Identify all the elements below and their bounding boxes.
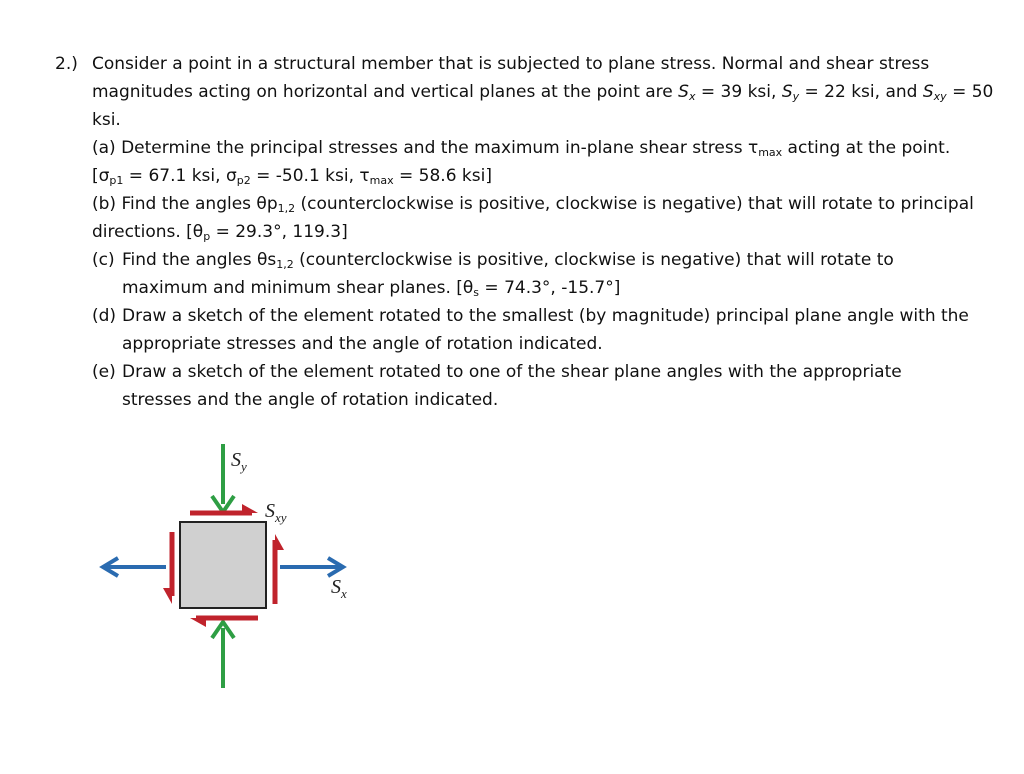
- stress-element-square: [180, 522, 266, 608]
- problem-intro-1: Consider a point in a structural member that is subjected to plane stress. Normal and shear stress: [92, 54, 930, 74]
- ans-sub-p2: p2: [236, 174, 251, 187]
- part-c-answer-values: = 74.3°, -15.7°]: [479, 278, 621, 298]
- part-e-line-2: stresses and the angle of rotation indicated.: [122, 390, 499, 410]
- part-b-subscript: 1,2: [277, 202, 296, 215]
- sx-symbol: S: [678, 82, 689, 102]
- sxy-value: = 50: [946, 82, 994, 102]
- part-e-text: Draw a sketch of the element rotated to one of the shear plane angles with the appropriate: [122, 362, 902, 382]
- part-c-answer-subscript: s: [473, 286, 480, 299]
- part-c-label: (c): [92, 250, 115, 270]
- part-d-label: (d): [92, 306, 117, 326]
- part-c-text-end: (counterclockwise is positive, clockwise is negative) that will rotate to: [293, 250, 894, 270]
- part-c-text-start: Find the angles θs: [122, 250, 277, 270]
- sy-symbol: S: [781, 82, 793, 102]
- part-a-text-end: acting at the point.: [782, 138, 951, 158]
- ans-open: [σ: [92, 166, 110, 186]
- sx-value: = 39 ksi,: [695, 82, 782, 102]
- ans-sub-p1: p1: [109, 174, 124, 187]
- part-b-text-end: (counterclockwise is positive, clockwise is negative) that will rotate to principal: [295, 194, 974, 214]
- sx-left-arrow: [103, 558, 166, 576]
- problem-number: 2.): [55, 54, 78, 74]
- sx-label: $S_x$: [331, 576, 347, 601]
- part-a-tau-subscript: max: [758, 146, 783, 159]
- sx-right-arrow: [280, 558, 343, 576]
- part-b-text: (b) Find the angles θp: [92, 194, 278, 214]
- part-c-subscript: 1,2: [276, 258, 294, 271]
- sy-value: = 22 ksi, and: [799, 82, 923, 102]
- sxy-subscript: xy: [933, 90, 947, 103]
- part-b-answer-subscript: p: [203, 230, 211, 243]
- part-a-text: (a) Determine the principal stresses and the maximum in-plane shear stress τ: [92, 138, 759, 158]
- ans-sigma-p2: = -50.1 ksi, τ: [250, 166, 370, 186]
- part-d-line-2: appropriate stresses and the angle of rotation indicated.: [122, 334, 603, 354]
- part-b-answer: directions. [θ: [92, 222, 204, 242]
- sxy-symbol: S: [922, 82, 934, 102]
- sxy-label: $S_{xy}$: [265, 500, 287, 525]
- problem-line-3: ksi.: [92, 110, 121, 130]
- sy-subscript: y: [792, 90, 800, 103]
- ans-sub-max: max: [369, 174, 394, 187]
- sx-subscript: x: [688, 90, 696, 103]
- sy-label: $S_y$: [231, 449, 247, 474]
- ans-sigma-p1: = 67.1 ksi, σ: [123, 166, 237, 186]
- problem-intro-2: magnitudes acting on horizontal and vertical planes at the point are: [92, 82, 679, 102]
- part-c-answer: maximum and minimum shear planes. [θ: [122, 278, 474, 298]
- part-b-answer-values: = 29.3°, 119.3]: [210, 222, 348, 242]
- part-d-text: Draw a sketch of the element rotated to the smallest (by magnitude) principal plane angle with the: [122, 306, 969, 326]
- sy-bottom-arrow: [212, 622, 234, 688]
- part-e-label: (e): [92, 362, 116, 382]
- ans-tau-max: = 58.6 ksi]: [393, 166, 492, 186]
